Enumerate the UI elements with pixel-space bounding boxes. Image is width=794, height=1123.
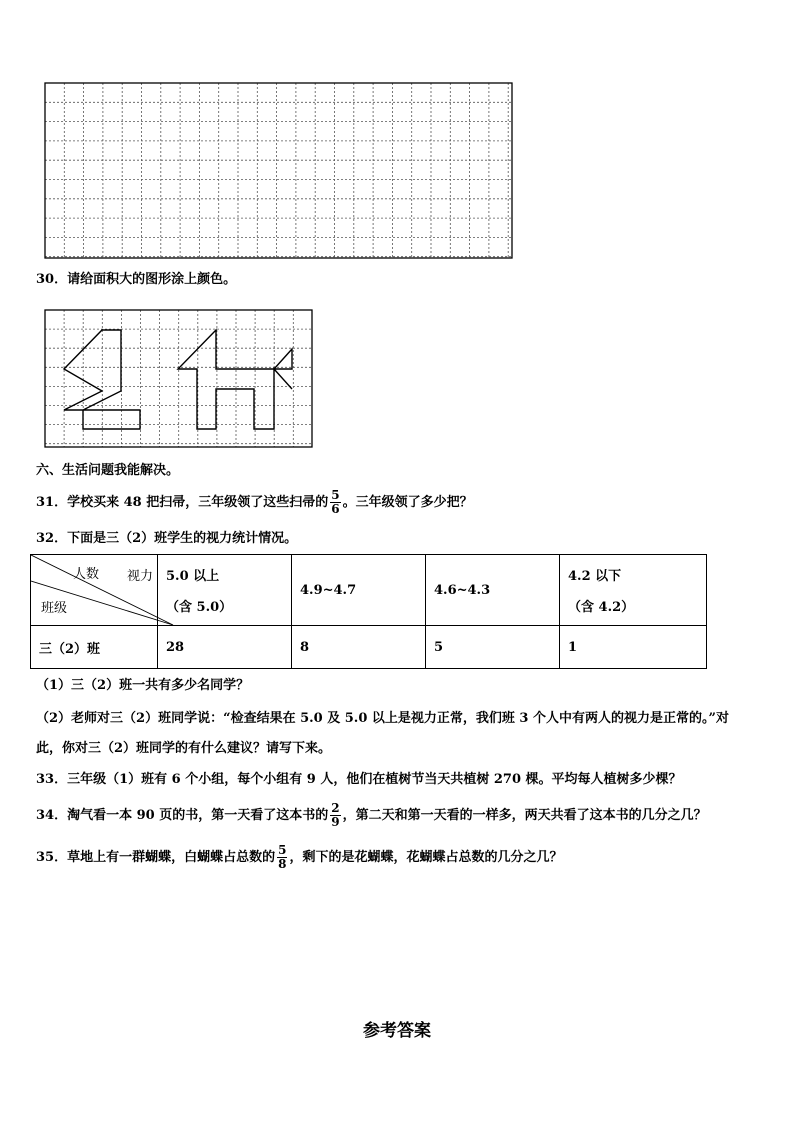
header-4.2-below bbox=[560, 555, 707, 626]
q31-text-before: 31．学校买来 48 把扫帚，三年级领了这些扫帚的 bbox=[36, 495, 329, 510]
question-31 bbox=[36, 485, 473, 521]
diag-label-count: 人数 bbox=[73, 567, 100, 582]
shapes-grid bbox=[44, 309, 314, 449]
header-4.9-4.7: 4.9~4.7 bbox=[292, 555, 426, 626]
q35-frac-den: 8 bbox=[278, 857, 287, 871]
header-4-line2: （含 4.2） bbox=[568, 600, 635, 615]
section-6-heading: 六、生活问题我能解决。 bbox=[36, 463, 180, 478]
q34-text-before: 34．淘气看一本 90 页的书，第一天看了这本书的 bbox=[36, 808, 329, 823]
q31-fraction bbox=[330, 489, 340, 516]
answers-title: 参考答案 bbox=[363, 1021, 431, 1041]
value-4.9-4.7: 8 bbox=[292, 626, 426, 669]
q34-fraction bbox=[330, 802, 340, 829]
question-32-part-1: （1）三（2）班一共有多少名同学？ bbox=[36, 678, 250, 693]
header-4.6-4.3: 4.6~4.3 bbox=[426, 555, 560, 626]
value-4.2-below: 1 bbox=[560, 626, 707, 669]
q34-frac-den: 9 bbox=[331, 815, 340, 829]
header-5.0-above bbox=[158, 555, 292, 626]
header-1-line1: 5.0 以上 bbox=[166, 569, 220, 584]
row-label: 三（2）班 bbox=[31, 626, 158, 669]
q31-frac-num: 5 bbox=[331, 488, 340, 502]
question-32-part-2-line-2: 此，你对三（2）班同学的有什么建议？请写下来。 bbox=[36, 741, 332, 756]
q31-frac-den: 6 bbox=[331, 502, 340, 516]
question-35 bbox=[36, 840, 562, 876]
q34-frac-num: 2 bbox=[331, 801, 340, 815]
diag-label-class: 班级 bbox=[41, 601, 68, 616]
q35-frac-num: 5 bbox=[278, 843, 287, 857]
shape-right[interactable] bbox=[178, 330, 292, 429]
question-30: 30．请给面积大的图形涂上颜色。 bbox=[36, 272, 237, 287]
value-5.0-above: 28 bbox=[158, 626, 292, 669]
diagonal-header-cell bbox=[31, 555, 158, 626]
question-33: 33．三年级（1）班有 6 个小组，每个小组有 9 人，他们在植树节当天共植树 270 棵。平均每人植树多少棵？ bbox=[36, 772, 682, 787]
q34-text-after: ，第二天和第一天看的一样多，两天共看了这本书的几分之几？ bbox=[342, 808, 707, 823]
question-32-part-2-line-1: （2）老师对三（2）班同学说：“检查结果在 5.0 及 5.0 以上是视力正常，我们班 3 个人中有两人的视力是正常的。”对 bbox=[36, 711, 729, 726]
q35-text-before: 35．草地上有一群蝴蝶，白蝴蝶占总数的 bbox=[36, 850, 276, 865]
q35-fraction bbox=[277, 844, 287, 871]
question-32: 32．下面是三（2）班学生的视力统计情况。 bbox=[36, 531, 298, 546]
header-1-line2: （含 5.0） bbox=[166, 600, 233, 615]
q31-text-after: 。三年级领了多少把？ bbox=[342, 495, 473, 510]
value-4.6-4.3: 5 bbox=[426, 626, 560, 669]
header-4-line1: 4.2 以下 bbox=[568, 569, 622, 584]
question-34 bbox=[36, 798, 707, 834]
vision-table bbox=[30, 554, 707, 669]
diag-label-vision: 视力 bbox=[127, 569, 154, 584]
q35-text-after: ，剩下的是花蝴蝶，花蝴蝶占总数的几分之几？ bbox=[289, 850, 563, 865]
empty-grid bbox=[44, 82, 514, 260]
